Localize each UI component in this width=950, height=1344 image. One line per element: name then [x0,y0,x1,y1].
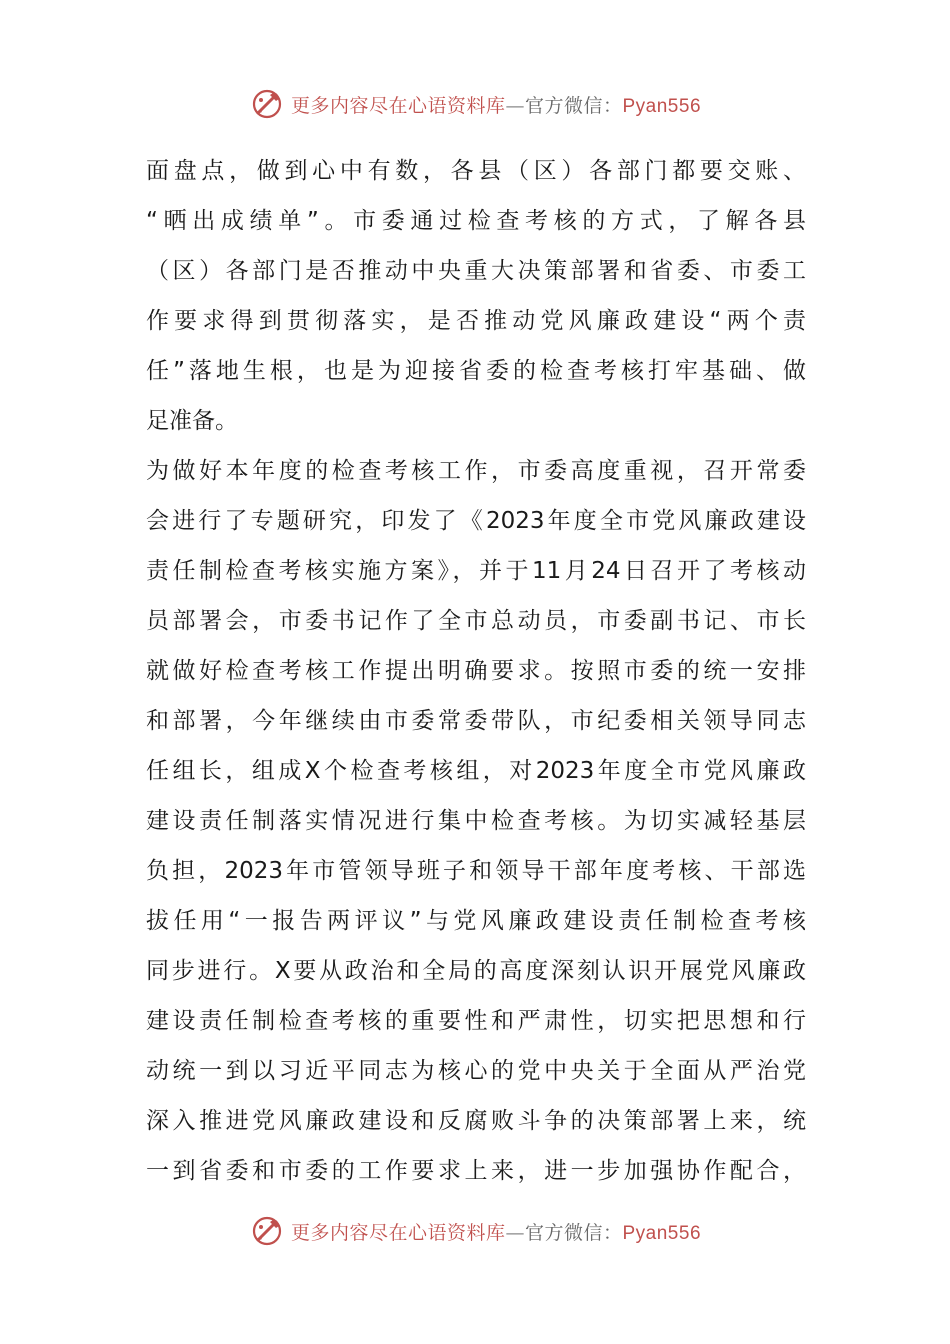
text-line: 和部署，今年继续由市委常委带队，市纪委相关领导同志 [146,708,806,734]
footer-site-text: 更多内容尽在心语资料库 [290,1221,506,1244]
text-line: 建设责任制落实情况进行集中检查考核。为切实减轻基层 [146,808,806,834]
text-line: “晒出成绩单”。市委通过检查考核的方式，了解各县 [146,208,806,234]
pen-logo-icon [249,86,285,122]
text-line: 面盘点，做到心中有数，各县（区）各部门都要交账、 [146,158,806,184]
header-dash: — [505,94,525,117]
text-line: 足准备。 [146,408,238,434]
text-line: 拔任用“一报告两评议”与党风廉政建设责任制检查考核 [146,908,806,934]
text-line: 会进行了专题研究，印发了《2023年度全市党风廉政建设 [146,508,806,534]
header-banner-content [249,86,701,122]
header-account: Pyan556 [622,95,702,117]
text-line: 动统一到以习近平同志为核心的党中央关于全面从严治党 [146,1058,806,1084]
text-line: 就做好检查考核工作提出明确要求。按照市委的统一安排 [146,658,806,684]
footer-banner [0,1211,950,1251]
text-line: 责任制检查考核实施方案》，并于11月24日召开了考核动 [146,558,806,584]
header-wechat-label: 官方微信： [524,94,623,117]
text-line: 同步进行。X要从政治和全局的高度深刻认识开展党风廉政 [146,958,806,984]
footer-banner-content [249,1213,701,1249]
footer-account: Pyan556 [622,1222,702,1244]
header-banner [0,84,950,124]
footer-banner-text [291,1218,701,1245]
header-site-text: 更多内容尽在心语资料库 [290,94,506,117]
text-line: 深入推进党风廉政建设和反腐败斗争的决策部署上来，统 [146,1108,806,1134]
text-line: 负担，2023年市管领导班子和领导干部年度考核、干部选 [146,858,806,884]
text-line: 员部署会，市委书记作了全市总动员，市委副书记、市长 [146,608,806,634]
footer-wechat-label: 官方微信： [524,1221,623,1244]
footer-dash: — [505,1221,525,1244]
text-line: 一到省委和市委的工作要求上来，进一步加强协作配合， [146,1158,806,1184]
text-line: 任组长，组成X个检查考核组，对2023年度全市党风廉政 [146,758,806,784]
text-line: 为做好本年度的检查考核工作，市委高度重视，召开常委 [146,458,806,484]
text-line: （区）各部门是否推动中央重大决策部署和省委、市委工 [146,258,806,284]
text-line: 作要求得到贯彻落实，是否推动党风廉政建设“两个责 [146,308,806,334]
text-line: 任”落地生根，也是为迎接省委的检查考核打牢基础、做 [146,358,806,384]
document-body [146,146,806,1196]
text-line: 建设责任制检查考核的重要性和严肃性，切实把思想和行 [146,1008,806,1034]
header-banner-text [291,91,701,118]
pen-logo-icon [249,1213,285,1249]
